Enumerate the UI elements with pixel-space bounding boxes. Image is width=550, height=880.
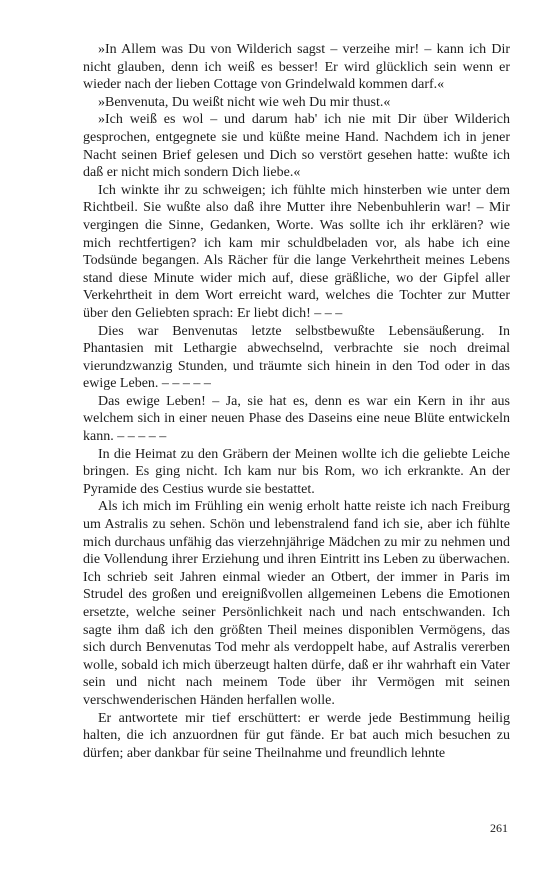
paragraph: In die Heimat zu den Gräbern der Meinen wollte ich die geliebte Leiche bringen. Es ging nicht. Ich kam nur bis Rom, wo ich erkrankte. An der Pyramide des Cestius wurde sie bestattet.: [83, 446, 510, 497]
paragraph: Ich winkte ihr zu schweigen; ich fühlte mich hinsterben wie unter dem Richtbeil. Sie wußte also daß ihre Mutter ihre Nebenbuhlerin war! – Mir vergingen die Sinne, Gedanken, Worte. Was sollte ich ihr erklären? wie mich rechtfertigen? ich kam mir schuldbeladen vor, als habe ich eine Todsünde begangen. Als Rächer für die lange Verkehrtheit meines Lebens stand diese Minute wider mich auf, diese gräßliche, wo der Gipfel aller Verkehrtheit in dem Wort erreicht ward, welches die Tochter zur Mutter über den Geliebten sprach: Er liebt dich! – – –: [83, 182, 510, 321]
paragraph: Das ewige Leben! – Ja, sie hat es, denn es war ein Kern in ihr aus welchem sich in einer neuen Phase des Daseins eine neue Blüte entwickeln kann. – – – – –: [83, 393, 510, 445]
paragraph: »Ich weiß es wol – und darum hab' ich nie mit Dir über Wilderich gesprochen, entgegnete sie und küßte meine Hand. Nachdem ich in jener Nacht seinen Brief gelesen und Dich so verstört gesehen hatte: wußte ich daß er nicht mich sondern Dich liebe.«: [83, 112, 510, 181]
paragraph: Als ich mich im Frühling ein wenig erholt hatte reiste ich nach Freiburg um Astralis zu sehen. Schön und lebenstralend fand ich sie, aber ich fühlte mich durchaus unfähig das vierzehnjährige Mädchen zu mir zu nehmen und die Vollendung ihrer Erziehung und ihren Eintritt ins Leben zu überwachen. Ich schrieb seit Jahren einmal wieder an Otbert, der immer in Paris im Strudel des großen und ereignißvollen allgemeinen Lebens die Emotionen ersetzte, welche seiner Persönlichkeit nach und nach entschwanden. Ich sagte ihm daß ich den größten Theil meines disponiblen Vermögens, das sich durch Benvenutas Tod mehr als verdoppelt habe, auf Astralis vererben wolle, sobald ich mich überzeugt halten dürfe, daß er ihr wahrhaft ein Vater sein und nicht nach meinem Tode über ihr Vermögen mit seinen verschwenderischen Händen herfallen wolle.: [83, 499, 510, 708]
page-number: 261: [490, 821, 508, 835]
paragraph: Dies war Benvenutas letzte selbstbewußte Lebensäußerung. In Phantasien mit Lethargie abwechselnd, verbrachte sie noch dreimal vierundzwanzig Stunden, und träumte sich hinein in den Tod oder in das ewige Leben. – – – – –: [83, 323, 510, 392]
body-text: [83, 41, 510, 762]
paragraph: »In Allem was Du von Wilderich sagst – verzeihe mir! – kann ich Dir nicht glauben, denn ich weiß es besser! Er wird glücklich sein wenn er wieder nach der lieben Cottage von Grindelwald kommen darf.«: [83, 42, 510, 93]
paragraph: Er antwortete mir tief erschüttert: er werde jede Bestimmung heilig halten, die ich anzuordnen für gut fände. Er bat auch mich besuchen zu dürfen; aber dankbar für seine Theilnahme und freundlich lehnte: [83, 710, 510, 761]
paragraph: »Benvenuta, Du weißt nicht wie weh Du mir thust.«: [98, 94, 391, 110]
